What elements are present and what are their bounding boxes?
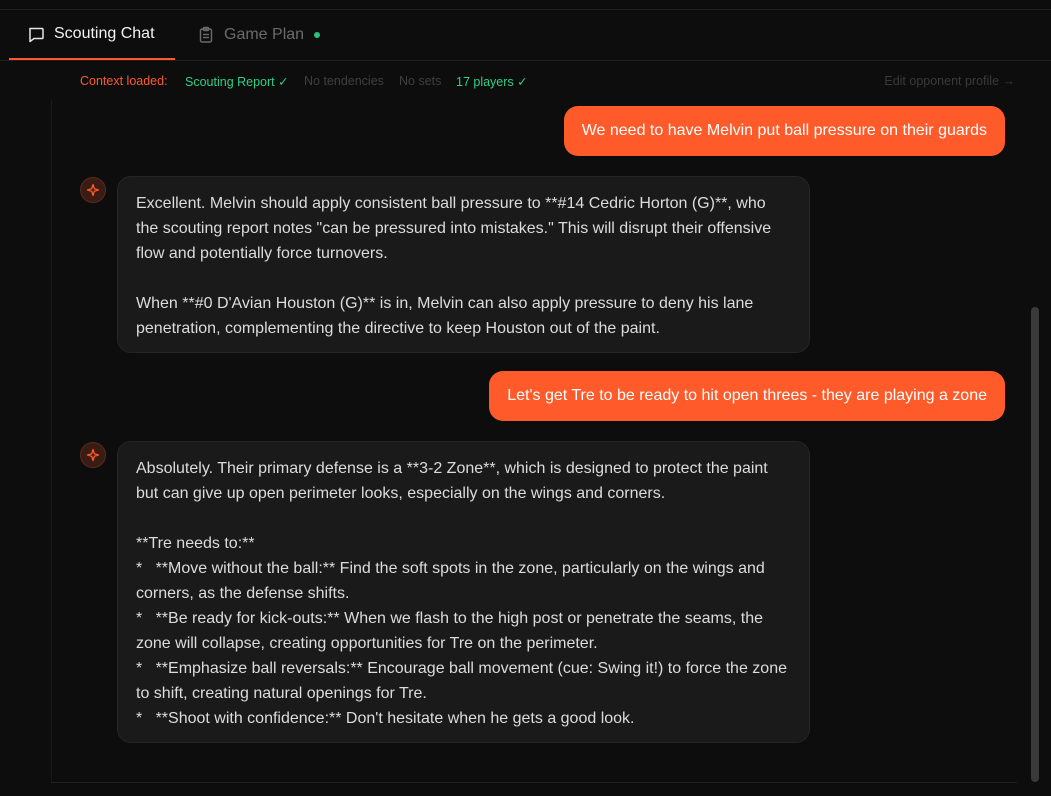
tab-label: Game Plan [224,26,305,43]
status-dot [314,32,320,38]
tab-bar [0,10,1051,61]
context-scouting-report: Scouting Report ✓ [185,75,289,89]
tab-label: Scouting Chat [54,25,155,42]
edit-opponent-profile-link[interactable]: Edit opponent profile → [884,74,1015,88]
context-label: Context loaded: [80,74,168,88]
tab-game-plan[interactable] [197,10,320,60]
assistant-avatar [80,442,106,468]
sparkle-icon [86,183,100,197]
sparkle-icon [86,448,100,462]
context-tendencies: No tendencies [304,74,384,88]
assistant-message: Excellent. Melvin should apply consistent ball pressure to **#14 Cedric Horton (G)**, who the scouting report notes "can be pressured into mistakes." This will disrupt their offensive flow and potentially force turnovers. When **#0 D'Avian Houston (G)** is in, Melvin can also apply pressure to deny his lane penetration, complementing the directive to keep Houston out of the paint. [117,176,810,353]
assistant-message: Absolutely. Their primary defense is a **3-2 Zone**, which is designed to protect the paint but can give up open perimeter looks, especially on the wings and corners. **Tre needs to:** * **Move without the ball:** Find the soft spots in the zone, particularly on the wings and corners, as the defense shifts. * **Be ready for kick-outs:** When we flash to the high post or penetrate the seams, the zone will collapse, creating opportunities for Tre on the perimeter. * **Emphasize ball reversals:** Encourage ball movement (cue: Swing it!) to force the zone to shift, creating natural openings for Tre. * **Shoot with confidence:** Don't hesitate when he gets a good look. [117,441,810,743]
user-message: Let's get Tre to be ready to hit open threes - they are playing a zone [489,371,1005,421]
tab-scouting-chat[interactable] [9,10,175,60]
context-bar [80,74,1015,90]
context-sets: No sets [399,74,442,88]
clipboard-icon [197,26,215,44]
assistant-avatar [80,177,106,203]
scrollbar-thumb[interactable] [1031,307,1039,782]
message-square-icon [27,25,45,43]
user-message: We need to have Melvin put ball pressure on their guards [564,106,1005,156]
chat-bottom-border [51,782,1017,783]
context-players: 17 players ✓ [456,75,528,89]
chat-left-border [51,100,52,782]
